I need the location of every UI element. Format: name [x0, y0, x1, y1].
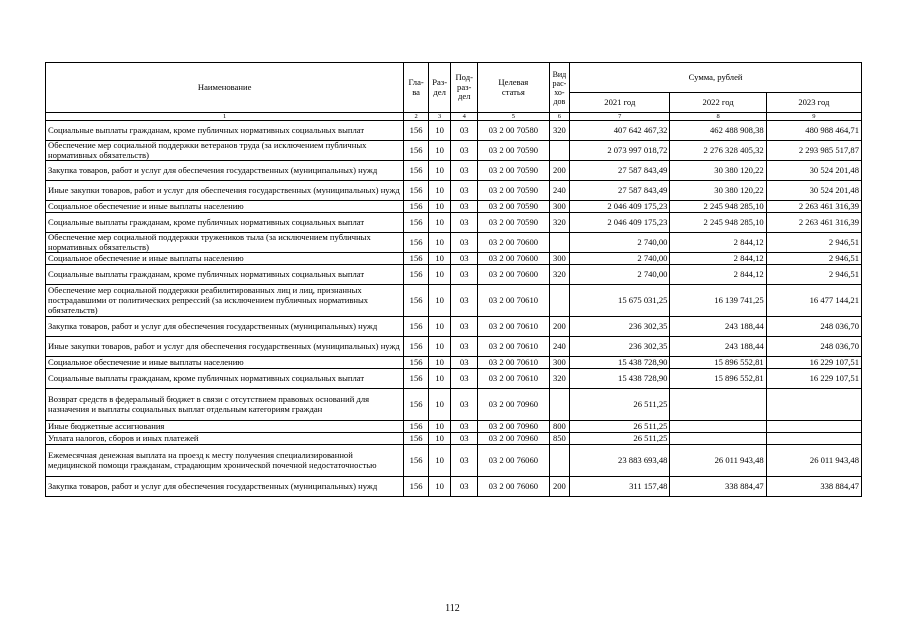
row-razdel: 10 [428, 445, 451, 477]
row-sum-2021: 15 438 728,90 [570, 357, 670, 369]
table-row [46, 369, 862, 389]
row-podrazdel: 03 [451, 233, 478, 253]
row-glava: 156 [404, 433, 429, 445]
row-target: 03 2 00 70610 [478, 337, 550, 357]
row-sum-2022: 243 188,44 [670, 337, 766, 357]
row-podrazdel: 03 [451, 477, 478, 497]
row-razdel: 10 [428, 141, 451, 161]
row-glava: 156 [404, 389, 429, 421]
row-sum-2023 [766, 421, 861, 433]
row-sum-2021: 2 046 409 175,23 [570, 201, 670, 213]
column-number: 9 [766, 113, 861, 121]
row-sum-2021: 2 740,00 [570, 253, 670, 265]
row-sum-2021: 236 302,35 [570, 317, 670, 337]
row-vid: 300 [549, 201, 569, 213]
header-name: Наименование [46, 63, 404, 113]
row-sum-2021: 2 046 409 175,23 [570, 213, 670, 233]
row-podrazdel: 03 [451, 433, 478, 445]
header-2022: 2022 год [670, 93, 766, 113]
row-razdel: 10 [428, 477, 451, 497]
row-sum-2022: 338 884,47 [670, 477, 766, 497]
row-name: Обеспечение мер социальной поддержки тружеников тыла (за исключением публичных нормативных обязательств) [46, 233, 404, 253]
row-glava: 156 [404, 121, 429, 141]
row-target: 03 2 00 70610 [478, 317, 550, 337]
column-number: 8 [670, 113, 766, 121]
row-sum-2022: 16 139 741,25 [670, 285, 766, 317]
row-podrazdel: 03 [451, 337, 478, 357]
row-razdel: 10 [428, 121, 451, 141]
row-sum-2023: 2 263 461 316,39 [766, 213, 861, 233]
row-sum-2023: 2 263 461 316,39 [766, 201, 861, 213]
row-sum-2023: 2 946,51 [766, 253, 861, 265]
row-vid [549, 389, 569, 421]
row-sum-2022: 15 896 552,81 [670, 357, 766, 369]
column-number: 4 [451, 113, 478, 121]
column-number-row [46, 113, 862, 121]
row-target: 03 2 00 70590 [478, 201, 550, 213]
row-sum-2023 [766, 433, 861, 445]
column-number: 6 [549, 113, 569, 121]
row-glava: 156 [404, 161, 429, 181]
row-glava: 156 [404, 369, 429, 389]
column-number: 7 [570, 113, 670, 121]
table-row [46, 265, 862, 285]
row-podrazdel: 03 [451, 141, 478, 161]
row-name: Иные закупки товаров, работ и услуг для обеспечения государственных (муниципальных) нужд [46, 337, 404, 357]
row-vid [549, 285, 569, 317]
row-podrazdel: 03 [451, 213, 478, 233]
row-sum-2022: 30 380 120,22 [670, 181, 766, 201]
row-sum-2021: 407 642 467,32 [570, 121, 670, 141]
row-target: 03 2 00 70580 [478, 121, 550, 141]
row-name: Обеспечение мер социальной поддержки реабилитированных лиц и лиц, признанных пострадавшими от политических репрессий (за исключением публичных нормативных обязательств) [46, 285, 404, 317]
row-name: Иные закупки товаров, работ и услуг для обеспечения государственных (муниципальных) нужд [46, 181, 404, 201]
row-sum-2023: 2 946,51 [766, 265, 861, 285]
row-target: 03 2 00 76060 [478, 445, 550, 477]
row-sum-2022: 15 896 552,81 [670, 369, 766, 389]
row-glava: 156 [404, 317, 429, 337]
header-razdel: Раз- дел [428, 63, 451, 113]
row-sum-2021: 236 302,35 [570, 337, 670, 357]
row-name: Иные бюджетные ассигнования [46, 421, 404, 433]
row-target: 03 2 00 70960 [478, 389, 550, 421]
table-row [46, 433, 862, 445]
row-sum-2022: 2 245 948 285,10 [670, 213, 766, 233]
row-vid: 200 [549, 161, 569, 181]
row-razdel: 10 [428, 389, 451, 421]
row-sum-2023 [766, 389, 861, 421]
table-row [46, 317, 862, 337]
row-podrazdel: 03 [451, 161, 478, 181]
row-target: 03 2 00 70610 [478, 285, 550, 317]
row-razdel: 10 [428, 233, 451, 253]
row-podrazdel: 03 [451, 421, 478, 433]
row-razdel: 10 [428, 433, 451, 445]
row-sum-2022 [670, 389, 766, 421]
row-glava: 156 [404, 337, 429, 357]
row-sum-2022: 26 011 943,48 [670, 445, 766, 477]
row-sum-2021: 27 587 843,49 [570, 181, 670, 201]
row-glava: 156 [404, 357, 429, 369]
row-target: 03 2 00 76060 [478, 477, 550, 497]
row-glava: 156 [404, 285, 429, 317]
row-name: Закупка товаров, работ и услуг для обеспечения государственных (муниципальных) нужд [46, 161, 404, 181]
row-target: 03 2 00 70600 [478, 265, 550, 285]
row-sum-2021: 15 438 728,90 [570, 369, 670, 389]
row-name: Ежемесячная денежная выплата на проезд к месту получения специализированной медицинской помощи гражданам, страдающим хронической почечной недостаточностью [46, 445, 404, 477]
table-row [46, 253, 862, 265]
row-glava: 156 [404, 181, 429, 201]
header-vid: Вид рас- хо- дов [549, 63, 569, 113]
row-podrazdel: 03 [451, 445, 478, 477]
row-name: Социальные выплаты гражданам, кроме публичных нормативных социальных выплат [46, 121, 404, 141]
row-sum-2021: 15 675 031,25 [570, 285, 670, 317]
row-razdel: 10 [428, 421, 451, 433]
row-sum-2021: 2 740,00 [570, 233, 670, 253]
row-target: 03 2 00 70960 [478, 433, 550, 445]
row-sum-2021: 2 073 997 018,72 [570, 141, 670, 161]
row-razdel: 10 [428, 285, 451, 317]
row-vid: 200 [549, 317, 569, 337]
row-vid: 300 [549, 357, 569, 369]
row-sum-2021: 23 883 693,48 [570, 445, 670, 477]
row-glava: 156 [404, 445, 429, 477]
row-target: 03 2 00 70600 [478, 233, 550, 253]
row-vid: 200 [549, 477, 569, 497]
table-row [46, 421, 862, 433]
row-podrazdel: 03 [451, 357, 478, 369]
row-name: Социальные выплаты гражданам, кроме публичных нормативных социальных выплат [46, 369, 404, 389]
row-glava: 156 [404, 265, 429, 285]
row-sum-2022: 243 188,44 [670, 317, 766, 337]
row-sum-2021: 26 511,25 [570, 433, 670, 445]
row-sum-2023: 338 884,47 [766, 477, 861, 497]
row-name: Социальные выплаты гражданам, кроме публичных нормативных социальных выплат [46, 265, 404, 285]
row-glava: 156 [404, 421, 429, 433]
row-name: Социальное обеспечение и иные выплаты населению [46, 357, 404, 369]
header-target: Целевая статья [478, 63, 550, 113]
row-sum-2023: 30 524 201,48 [766, 181, 861, 201]
row-sum-2022: 2 844,12 [670, 233, 766, 253]
row-vid [549, 141, 569, 161]
table-row [46, 285, 862, 317]
row-sum-2021: 27 587 843,49 [570, 161, 670, 181]
column-number: 3 [428, 113, 451, 121]
row-podrazdel: 03 [451, 285, 478, 317]
row-sum-2021: 2 740,00 [570, 265, 670, 285]
row-vid: 320 [549, 369, 569, 389]
row-target: 03 2 00 70590 [478, 213, 550, 233]
table-row [46, 201, 862, 213]
row-vid: 320 [549, 121, 569, 141]
row-razdel: 10 [428, 161, 451, 181]
row-razdel: 10 [428, 201, 451, 213]
row-razdel: 10 [428, 181, 451, 201]
table-row [46, 181, 862, 201]
column-number: 2 [404, 113, 429, 121]
row-name: Уплата налогов, сборов и иных платежей [46, 433, 404, 445]
budget-sheet [45, 62, 862, 497]
row-sum-2023: 2 293 985 517,87 [766, 141, 861, 161]
row-sum-2022 [670, 421, 766, 433]
table-row [46, 337, 862, 357]
row-sum-2022: 2 844,12 [670, 265, 766, 285]
table-row [46, 161, 862, 181]
row-glava: 156 [404, 141, 429, 161]
row-sum-2022: 462 488 908,38 [670, 121, 766, 141]
row-glava: 156 [404, 233, 429, 253]
header-sum: Сумма, рублей [570, 63, 862, 93]
row-name: Социальное обеспечение и иные выплаты населению [46, 201, 404, 213]
table-row [46, 389, 862, 421]
row-target: 03 2 00 70590 [478, 141, 550, 161]
row-sum-2023: 16 477 144,21 [766, 285, 861, 317]
row-glava: 156 [404, 477, 429, 497]
row-razdel: 10 [428, 317, 451, 337]
column-number: 5 [478, 113, 550, 121]
row-podrazdel: 03 [451, 369, 478, 389]
row-razdel: 10 [428, 369, 451, 389]
row-vid: 320 [549, 213, 569, 233]
row-sum-2023: 480 988 464,71 [766, 121, 861, 141]
row-glava: 156 [404, 213, 429, 233]
row-sum-2023: 248 036,70 [766, 317, 861, 337]
row-podrazdel: 03 [451, 389, 478, 421]
row-name: Социальные выплаты гражданам, кроме публичных нормативных социальных выплат [46, 213, 404, 233]
header-glava: Гла- ва [404, 63, 429, 113]
row-name: Обеспечение мер социальной поддержки ветеранов труда (за исключением публичных нормативных обязательств) [46, 141, 404, 161]
header-2021: 2021 год [570, 93, 670, 113]
budget-table [45, 62, 862, 497]
header-2023: 2023 год [766, 93, 861, 113]
row-sum-2023: 16 229 107,51 [766, 369, 861, 389]
table-row [46, 141, 862, 161]
row-podrazdel: 03 [451, 317, 478, 337]
row-vid: 240 [549, 337, 569, 357]
row-podrazdel: 03 [451, 121, 478, 141]
row-sum-2023: 248 036,70 [766, 337, 861, 357]
row-razdel: 10 [428, 253, 451, 265]
row-target: 03 2 00 70590 [478, 181, 550, 201]
header-podrazdel: Под- раз- дел [451, 63, 478, 113]
row-sum-2022 [670, 433, 766, 445]
row-glava: 156 [404, 201, 429, 213]
row-vid: 300 [549, 253, 569, 265]
row-vid: 800 [549, 421, 569, 433]
row-sum-2022: 30 380 120,22 [670, 161, 766, 181]
row-sum-2022: 2 844,12 [670, 253, 766, 265]
row-vid: 850 [549, 433, 569, 445]
table-row [46, 213, 862, 233]
column-number: 1 [46, 113, 404, 121]
row-vid: 320 [549, 265, 569, 285]
table-row [46, 233, 862, 253]
row-sum-2022: 2 245 948 285,10 [670, 201, 766, 213]
row-podrazdel: 03 [451, 253, 478, 265]
row-sum-2023: 26 011 943,48 [766, 445, 861, 477]
row-sum-2023: 2 946,51 [766, 233, 861, 253]
row-sum-2022: 2 276 328 405,32 [670, 141, 766, 161]
table-body [46, 121, 862, 497]
page-number: 112 [445, 603, 460, 614]
row-target: 03 2 00 70960 [478, 421, 550, 433]
row-target: 03 2 00 70610 [478, 357, 550, 369]
row-vid: 240 [549, 181, 569, 201]
row-podrazdel: 03 [451, 181, 478, 201]
table-row [46, 357, 862, 369]
row-name: Закупка товаров, работ и услуг для обеспечения государственных (муниципальных) нужд [46, 477, 404, 497]
row-razdel: 10 [428, 337, 451, 357]
row-sum-2023: 30 524 201,48 [766, 161, 861, 181]
row-name: Возврат средств в федеральный бюджет в связи с отсутствием правовых оснований для назначения и выплаты социальных выплат отдельным категориям граждан [46, 389, 404, 421]
row-sum-2021: 26 511,25 [570, 421, 670, 433]
table-row [46, 445, 862, 477]
row-vid [549, 233, 569, 253]
row-razdel: 10 [428, 357, 451, 369]
row-target: 03 2 00 70610 [478, 369, 550, 389]
row-name: Закупка товаров, работ и услуг для обеспечения государственных (муниципальных) нужд [46, 317, 404, 337]
row-sum-2021: 26 511,25 [570, 389, 670, 421]
row-podrazdel: 03 [451, 201, 478, 213]
table-row [46, 477, 862, 497]
row-vid [549, 445, 569, 477]
row-podrazdel: 03 [451, 265, 478, 285]
row-target: 03 2 00 70600 [478, 253, 550, 265]
row-razdel: 10 [428, 265, 451, 285]
row-razdel: 10 [428, 213, 451, 233]
row-target: 03 2 00 70590 [478, 161, 550, 181]
row-name: Социальное обеспечение и иные выплаты населению [46, 253, 404, 265]
table-header [46, 63, 862, 121]
row-sum-2023: 16 229 107,51 [766, 357, 861, 369]
row-sum-2021: 311 157,48 [570, 477, 670, 497]
table-row [46, 121, 862, 141]
row-glava: 156 [404, 253, 429, 265]
